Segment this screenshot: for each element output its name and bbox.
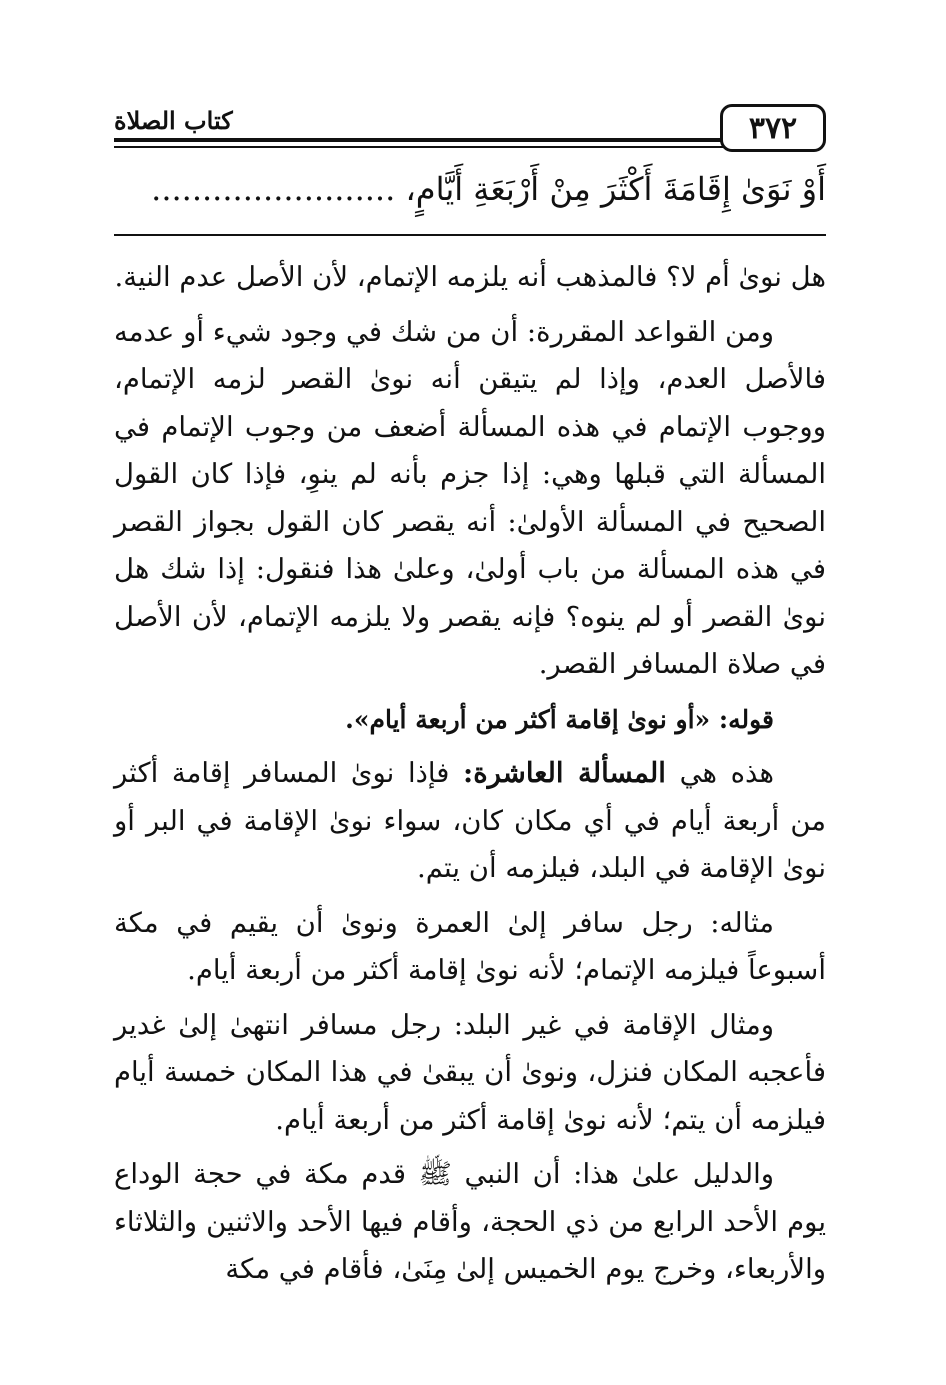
masala-label: المسألة العاشرة: [463, 757, 666, 789]
paragraph-7: والدليل علىٰ هذا: أن النبي ﷺ قدم مكة في حجة الوداع يوم الأحد الرابع من ذي الحجة، وأقام فيها الأحد والاثنين والثلاثاء والأربعاء، وخرج يوم الخميس إلىٰ مِنَىٰ، فأقام في مكة [114, 1158, 826, 1285]
paragraph-6: ومثال الإقامة في غير البلد: رجل مسافر انتهىٰ إلىٰ غدير فأعجبه المكان فنزل، ونوىٰ أن يبقىٰ في هذا المكان خمسة أيام فيلزمه أن يتم؛ لأنه نوىٰ إقامة أكثر من أربعة أيام. [114, 1008, 826, 1136]
running-header [114, 96, 826, 152]
paragraph-2: ومن القواعد المقررة: أن من شك في وجود شيء أو عدمه فالأصل العدم، وإذا لم يتيقن أنه نوىٰ القصر لزمه الإتمام، ووجوب الإتمام في هذه المسألة أضعف من وجوب الإتمام في المسألة التي قبلها وهي: إذا جزم بأنه لم ينوِ، فإذا كان القول الصحيح في المسألة الأولىٰ: أنه يقصر كان القول بجواز القصر في هذه المسألة من باب أولىٰ، وعلىٰ هذا فنقول: إذا شك هل نوىٰ القصر أو لم ينوه؟ فإنه يقصر ولا يلزمه الإتمام، لأن الأصل في صلاة المسافر القصر. [114, 315, 826, 680]
book-title: كتاب الصلاة [114, 106, 233, 135]
paragraph-4 [114, 750, 826, 893]
header-rule-thick [114, 138, 731, 142]
paragraph-4-rest: فإذا نوىٰ المسافر إقامة أكثر من أربعة أيام في أي مكان كان، سواء نوىٰ الإقامة في البر أو نوىٰ الإقامة في البلد، فيلزمه أن يتم. [114, 757, 826, 884]
matn-dots: ........................ [151, 170, 396, 208]
page-number: ٣٧٢ [720, 104, 826, 152]
qawluh-heading [114, 696, 826, 744]
paragraph-5: مثاله: رجل سافر إلىٰ العمرة ونوىٰ أن يقيم في مكة أسبوعاً فيلزمه الإتمام؛ لأنه نوىٰ إقامة أكثر من أربعة أيام. [114, 906, 826, 986]
qawluh-label: قوله: [718, 704, 774, 734]
matn-text: أَوْ نَوَىٰ إِقَامَةَ أَكْثَرَ مِنْ أَرْبَعَةِ أَيَّامٍ، [405, 170, 826, 208]
matn-separator-rule [114, 234, 826, 236]
commentary-text [114, 254, 826, 1301]
paragraph-4-lead: هذه هي [679, 757, 774, 789]
matn-line [114, 158, 826, 220]
header-rule-thin [114, 146, 731, 148]
paragraph-1: هل نوىٰ أم لا؟ فالمذهب أنه يلزمه الإتمام، لأن الأصل عدم النية. [114, 261, 826, 293]
qawluh-quote: «أو نوىٰ إقامة أكثر من أربعة أيام». [345, 704, 711, 734]
